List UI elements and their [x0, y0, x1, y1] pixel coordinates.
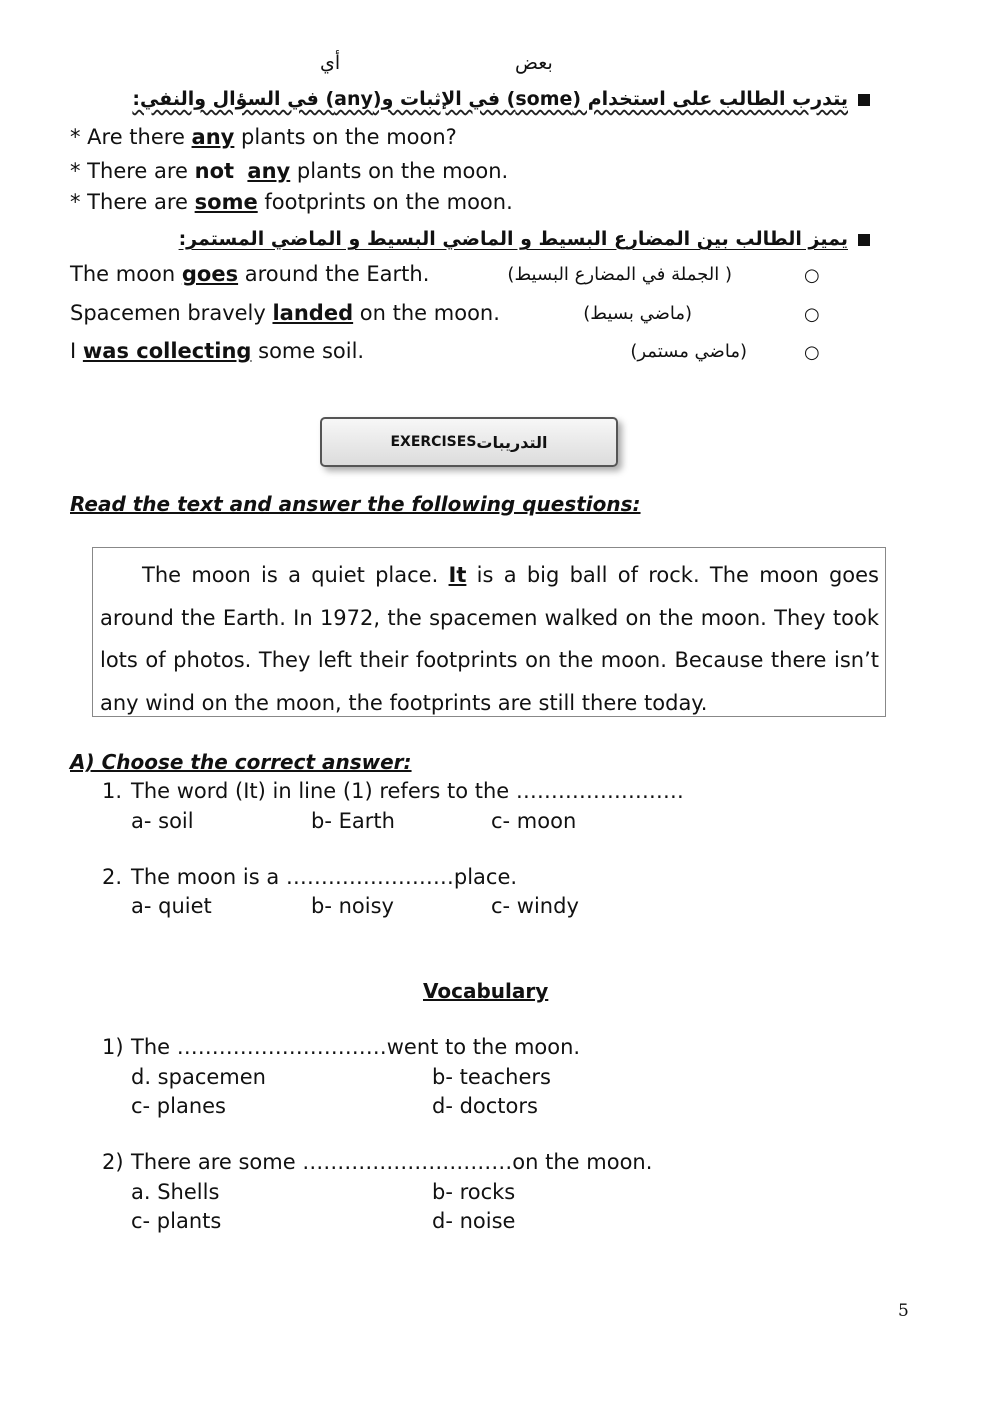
answer-option[interactable]: a- quiet [131, 894, 212, 918]
question-text: The …………………………went to the moon. [131, 1035, 581, 1059]
answer-option[interactable]: c- windy [491, 894, 579, 918]
key-word: any [191, 125, 235, 149]
question-number: 2. [102, 865, 123, 889]
example-line: * There are not any plants on the moon. [70, 159, 509, 183]
answer-option[interactable]: c- planes [131, 1094, 227, 1118]
answer-option[interactable]: b- noisy [311, 894, 394, 918]
answer-option[interactable]: b- rocks [432, 1180, 516, 1204]
tense-label: (ماضي مستمر) [630, 341, 747, 362]
answer-option[interactable]: d. spacemen [131, 1065, 266, 1089]
vocabulary-heading: Vocabulary [423, 979, 549, 1003]
answer-option[interactable]: b- teachers [432, 1065, 551, 1089]
glossary-baad: بعض [515, 52, 553, 74]
reading-heading: Read the text and answer the following questions: [70, 492, 641, 516]
objective-some-any [132, 88, 870, 110]
circle-marker-icon: ○ [804, 342, 820, 363]
tense-example: I was collecting some soil. [70, 339, 365, 363]
answer-option[interactable]: b- Earth [311, 809, 395, 833]
reading-passage: The moon is a quiet place. It is a big ball of rock. The moon goes around the Earth. In 1972, the spacemen walked on the moon. They took lots of photos. They left their footprints on the moon. Because there isn’t any wind on the moon, the footprints are still there today. [92, 547, 886, 717]
glossary-ai: أي [320, 52, 341, 74]
section-a-heading: A) Choose the correct answer: [70, 750, 412, 774]
exercises-label-ar: التدريبات [476, 432, 548, 452]
answer-option[interactable]: d- noise [432, 1209, 516, 1233]
question-text: There are some …………………………on the moon. [131, 1150, 653, 1174]
question-number: 2) [102, 1150, 124, 1174]
example-line: * There are some footprints on the moon. [70, 190, 513, 214]
tense-label: (ماضي بسيط) [583, 303, 692, 324]
tense-example: Spacemen bravely landed on the moon. [70, 301, 500, 325]
tense-label: ( الجملة في المضارع البسيط) [507, 264, 732, 285]
objective-some-any-text: يتدرب الطالب على استخدام (some) في الإثبات و(any) في السؤال والنفي: [132, 88, 848, 110]
example-line: * Are there any plants on the moon? [70, 125, 457, 149]
circle-marker-icon: ○ [804, 265, 820, 286]
answer-option[interactable]: a- soil [131, 809, 194, 833]
passage-key-word: It [448, 563, 467, 587]
answer-option[interactable]: d- doctors [432, 1094, 538, 1118]
square-bullet-icon [858, 234, 870, 246]
exercises-banner [320, 417, 618, 467]
key-word: any [247, 159, 291, 183]
question-text: The moon is a ……………………place. [131, 865, 518, 889]
answer-option[interactable]: a. Shells [131, 1180, 220, 1204]
objective-tenses-text: يميز الطالب بين المضارع البسيط و الماضي البسيط و الماضي المستمر: [178, 228, 848, 250]
answer-option[interactable]: c- moon [491, 809, 577, 833]
question-number: 1. [102, 779, 123, 803]
question-number: 1) [102, 1035, 124, 1059]
circle-marker-icon: ○ [804, 304, 820, 325]
exercises-label-en: EXERCISES [390, 434, 477, 450]
square-bullet-icon [858, 94, 870, 106]
page-number: 5 [898, 1301, 909, 1321]
tense-example: The moon goes around the Earth. [70, 262, 430, 286]
key-word: some [194, 190, 258, 214]
question-text: The word (It) in line (1) refers to the …………………… [131, 779, 684, 803]
objective-tenses [179, 228, 870, 250]
answer-option[interactable]: c- plants [131, 1209, 222, 1233]
